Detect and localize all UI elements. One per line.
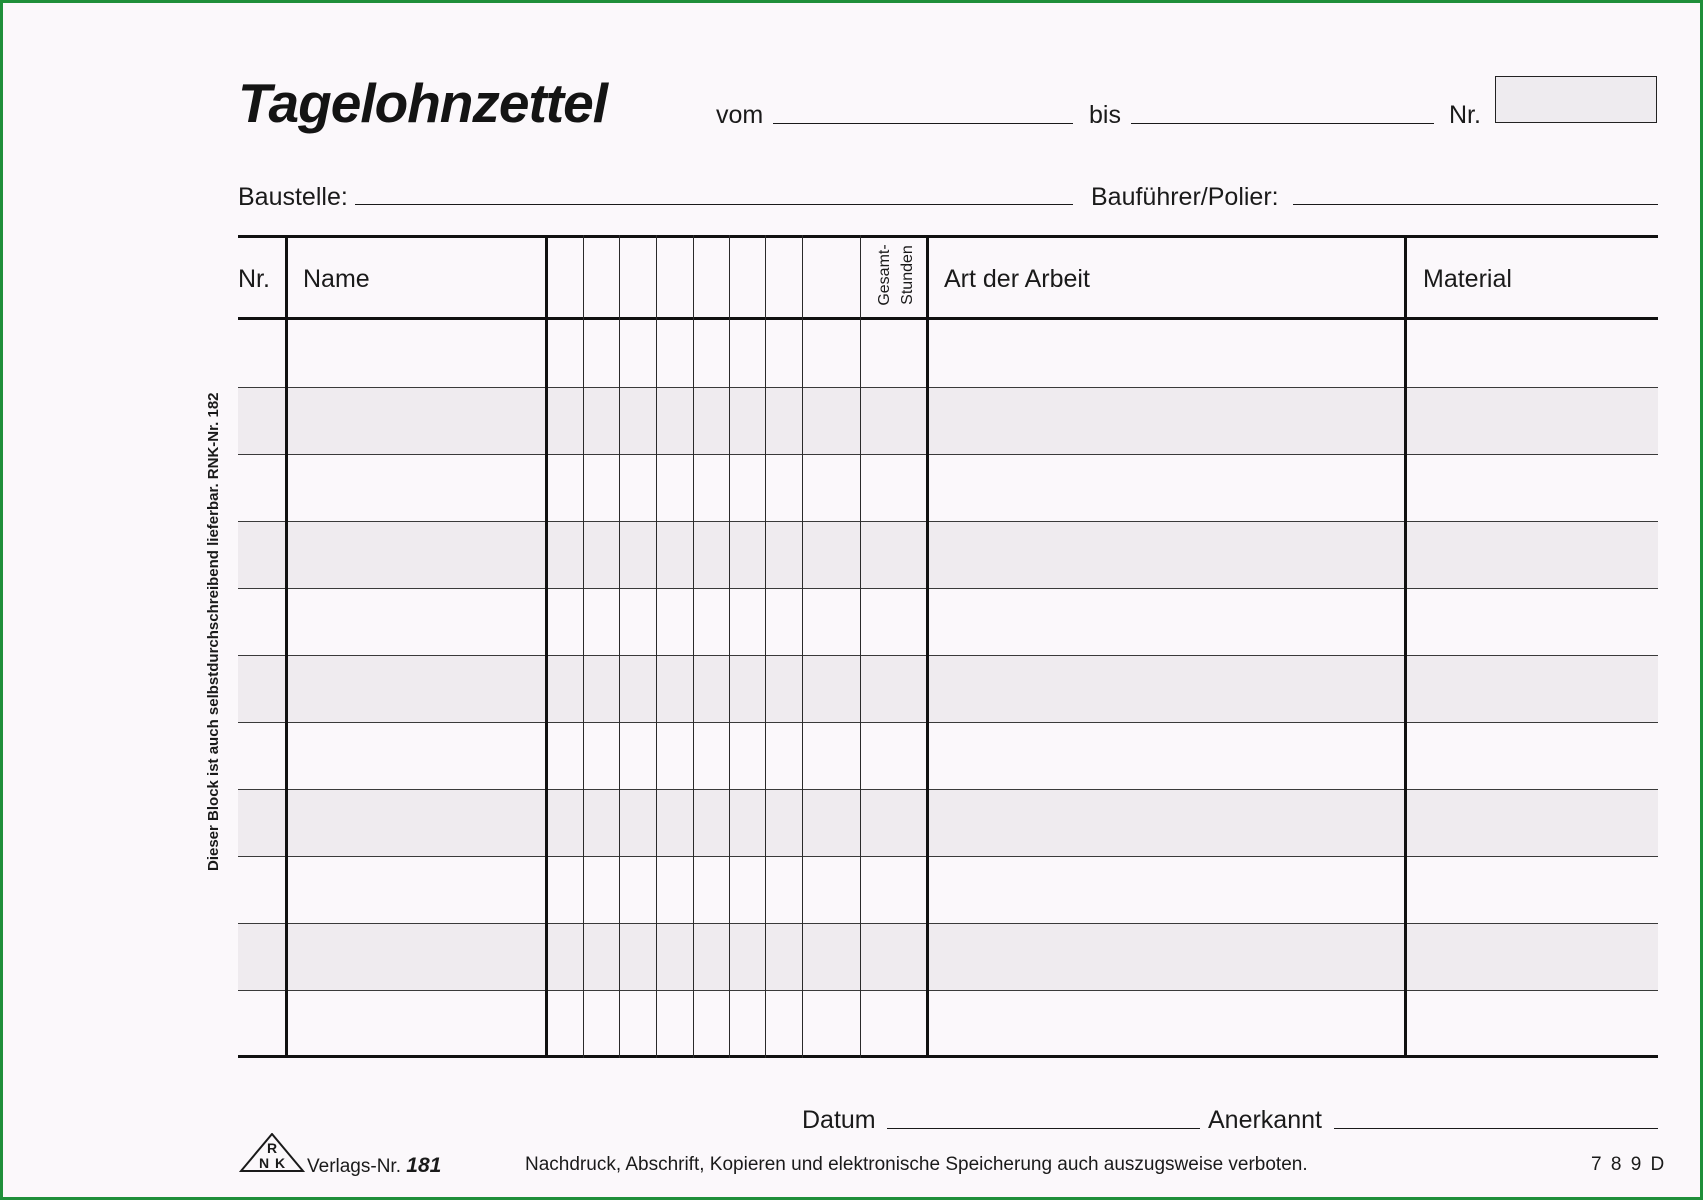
copyright-notice: Nachdruck, Abschrift, Kopieren und elektronische Speicherung auch auszugsweise verboten. [525,1154,1308,1175]
baufuehrer-field[interactable] [1293,204,1658,205]
nr-field[interactable] [1495,76,1657,123]
form-title: Tagelohnzettel [238,72,607,134]
col-divider [285,235,288,1058]
baustelle-label: Baustelle: [238,183,348,211]
row-divider [238,856,1658,857]
col-header-art: Art der Arbeit [944,265,1090,293]
hour-col-divider [729,235,730,1058]
row-band [238,789,1658,856]
col-divider [1404,235,1407,1058]
col-divider [545,235,548,1058]
gesamt-line2: Stunden [899,245,916,305]
baufuehrer-label: Bauführer/Polier: [1091,183,1279,211]
nr-label: Nr. [1449,101,1481,129]
row-divider [238,655,1658,656]
rnk-logo-icon [239,1133,305,1173]
verlag-label: Verlags-Nr. [307,1156,401,1177]
col-divider [926,235,929,1058]
row-divider [238,789,1658,790]
table-top-border [238,235,1658,238]
bis-field[interactable] [1131,123,1434,124]
col-header-nr: Nr. [238,265,270,293]
datum-label: Datum [802,1106,876,1134]
row-band [238,923,1658,990]
vom-label: vom [716,101,764,129]
row-band [238,387,1658,454]
anerkannt-label: Anerkannt [1208,1106,1322,1134]
header-bottom-border [238,317,1658,320]
hour-col-divider [583,235,584,1058]
row-divider [238,923,1658,924]
hour-col-divider [765,235,766,1058]
row-divider [238,722,1658,723]
svg-text:R: R [266,1140,278,1156]
hour-col-divider [693,235,694,1058]
timesheet-table [238,235,1658,1058]
baustelle-field[interactable] [355,204,1073,205]
side-note: Dieser Block ist auch selbstdurchschreibend lieferbar. RNK-Nr. 182 [205,392,222,871]
vom-field[interactable] [773,123,1073,124]
col-header-name: Name [303,265,370,293]
gesamt-line1: Gesamt- [876,244,893,306]
row-divider [238,521,1658,522]
hour-col-divider [860,235,861,1058]
col-header-gesamt-stunden [873,239,919,311]
row-divider [238,588,1658,589]
hour-col-divider [619,235,620,1058]
col-header-material: Material [1423,265,1512,293]
row-divider [238,990,1658,991]
bis-label: bis [1089,101,1121,129]
hour-col-divider [802,235,803,1058]
anerkannt-field[interactable] [1334,1128,1658,1129]
form-code: 7 8 9 D [1591,1154,1667,1175]
svg-text:K: K [274,1155,286,1171]
datum-field[interactable] [887,1128,1200,1129]
hour-col-divider [656,235,657,1058]
row-band [238,655,1658,722]
row-divider [238,454,1658,455]
verlag-nr: 181 [406,1154,442,1177]
row-band [238,521,1658,588]
svg-text:N: N [258,1155,270,1171]
table-bottom-border [238,1055,1658,1058]
row-divider [238,387,1658,388]
verlag-info [307,1154,441,1178]
